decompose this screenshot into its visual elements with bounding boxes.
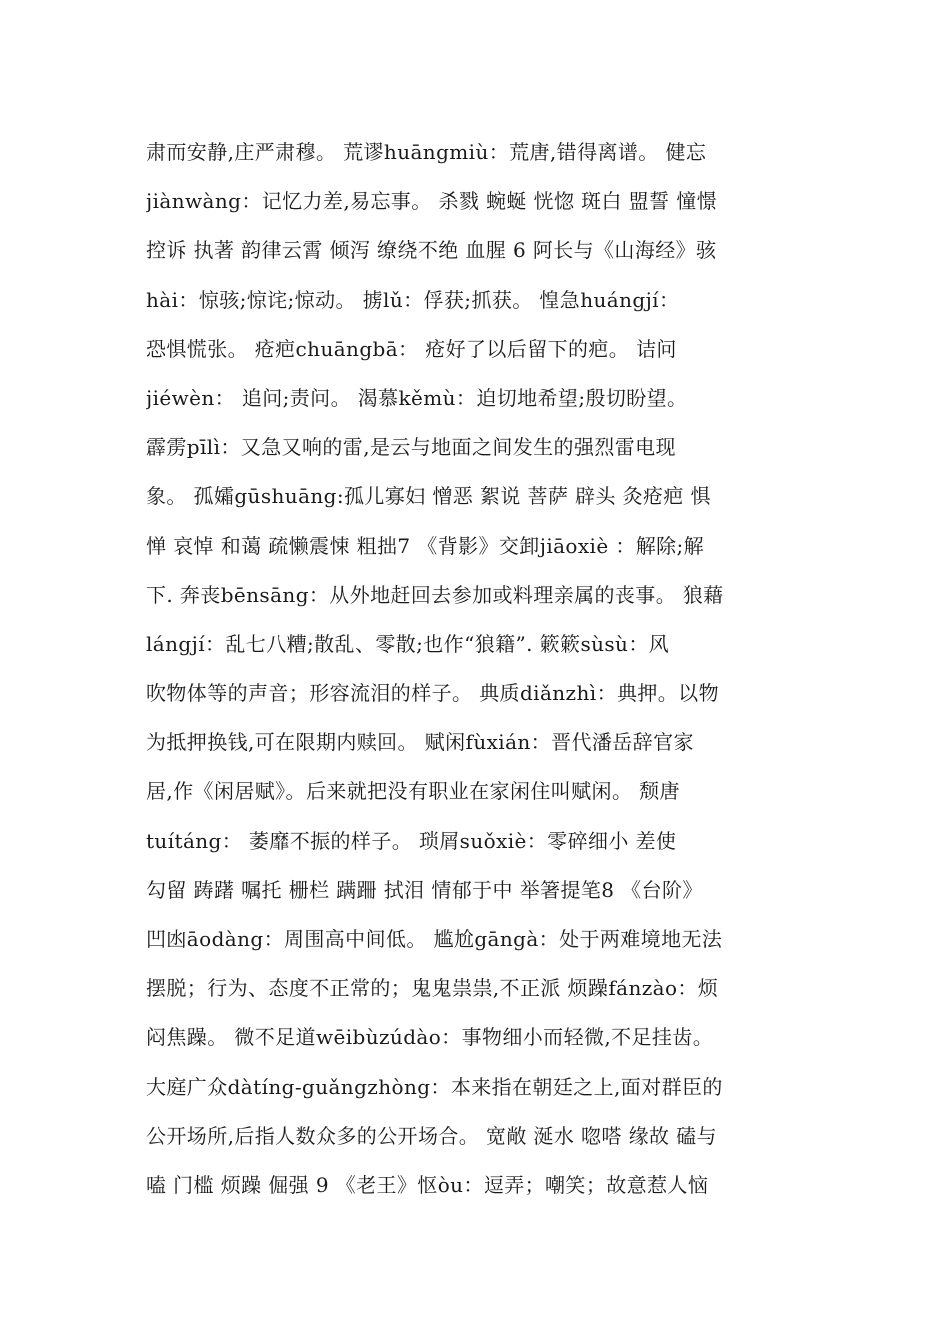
text-line: 嗑 门槛 烦躁 倔强 9 《老王》怄òu：逗弄；嘲笑；故意惹人恼	[146, 1172, 709, 1197]
text-line: 霹雳pīlì：又急又响的雷,是云与地面之间发生的强烈雷电现	[146, 435, 676, 460]
text-line: 闷焦躁。 微不足道wēibùzúdào：事物细小而轻微,不足挂齿。	[146, 1025, 714, 1050]
text-line: 下. 奔丧bēnsāng：从外地赶回去参加或料理亲属的丧事。 狼藉	[146, 582, 724, 607]
text-line: 摆脱；行为、态度不正常的；鬼鬼祟祟,不正派 烦躁fánzào：烦	[146, 976, 719, 1001]
text-line: jiànwàng：记忆力差,易忘事。 杀戮 蜿蜒 恍惚 斑白 盟誓 憧憬	[146, 189, 718, 214]
text-line: 为抵押换钱,可在限期内赎回。 赋闲fùxián：晋代潘岳辞官家	[146, 730, 694, 755]
text-line: 大庭广众dàtíng-guǎngzhòng：本来指在朝廷之上,面对群臣的	[146, 1074, 723, 1099]
text-line: 控诉 执著 韵律云霄 倾泻 缭绕不绝 血腥 6 阿长与《山海经》骇	[146, 238, 717, 263]
text-line: 勾留 踌躇 嘱托 栅栏 蹒跚 拭泪 情郁于中 举箸提笔8 《台阶》	[146, 877, 703, 902]
text-line: 凹凼āodàng：周围高中间低。 尴尬gāngà：处于两难境地无法	[146, 927, 723, 951]
document-body	[146, 128, 816, 1210]
text-line: 惮 哀悼 和蔼 疏懒震悚 粗拙7 《背影》交卸jiāoxiè ：解除;解	[146, 533, 705, 558]
text-line: lángjí：乱七八糟;散乱、零散;也作“狼籍”. 簌簌sùsù：风	[146, 631, 670, 656]
text-line: 象。 孤孀gūshuāng:孤儿寡妇 憎恶 絮说 菩萨 辟头 灸疮疤 惧	[146, 484, 711, 509]
text-line: tuítáng： 萎靡不振的样子。 琐屑suǒxiè：零碎细小 差使	[146, 828, 677, 853]
text-line: 居,作《闲居赋》。后来就把没有职业在家闲住叫赋闲。 颓唐	[146, 779, 680, 804]
text-line: hài：惊骇;惊诧;惊动。 掳lǔ：俘获;抓获。 惶急huángjí：	[146, 287, 680, 312]
text-line: 吹物体等的声音；形容流泪的样子。 典质diǎnzhì：典押。以物	[146, 681, 719, 706]
text-line: jiéwèn： 追问;责问。 渴慕kěmù：迫切地希望;殷切盼望。	[146, 385, 688, 410]
text-line: 肃而安静,庄严肃穆。 荒谬huāngmiù：荒唐,错得离谱。 健忘	[146, 140, 707, 164]
text-line: 公开场所,后指人数众多的公开场合。 宽敞 涎水 唿嗒 缘故 磕与	[146, 1123, 717, 1148]
text-line: 恐惧慌张。 疮疤chuāngbā： 疮好了以后留下的疤。 诘问	[146, 336, 677, 361]
